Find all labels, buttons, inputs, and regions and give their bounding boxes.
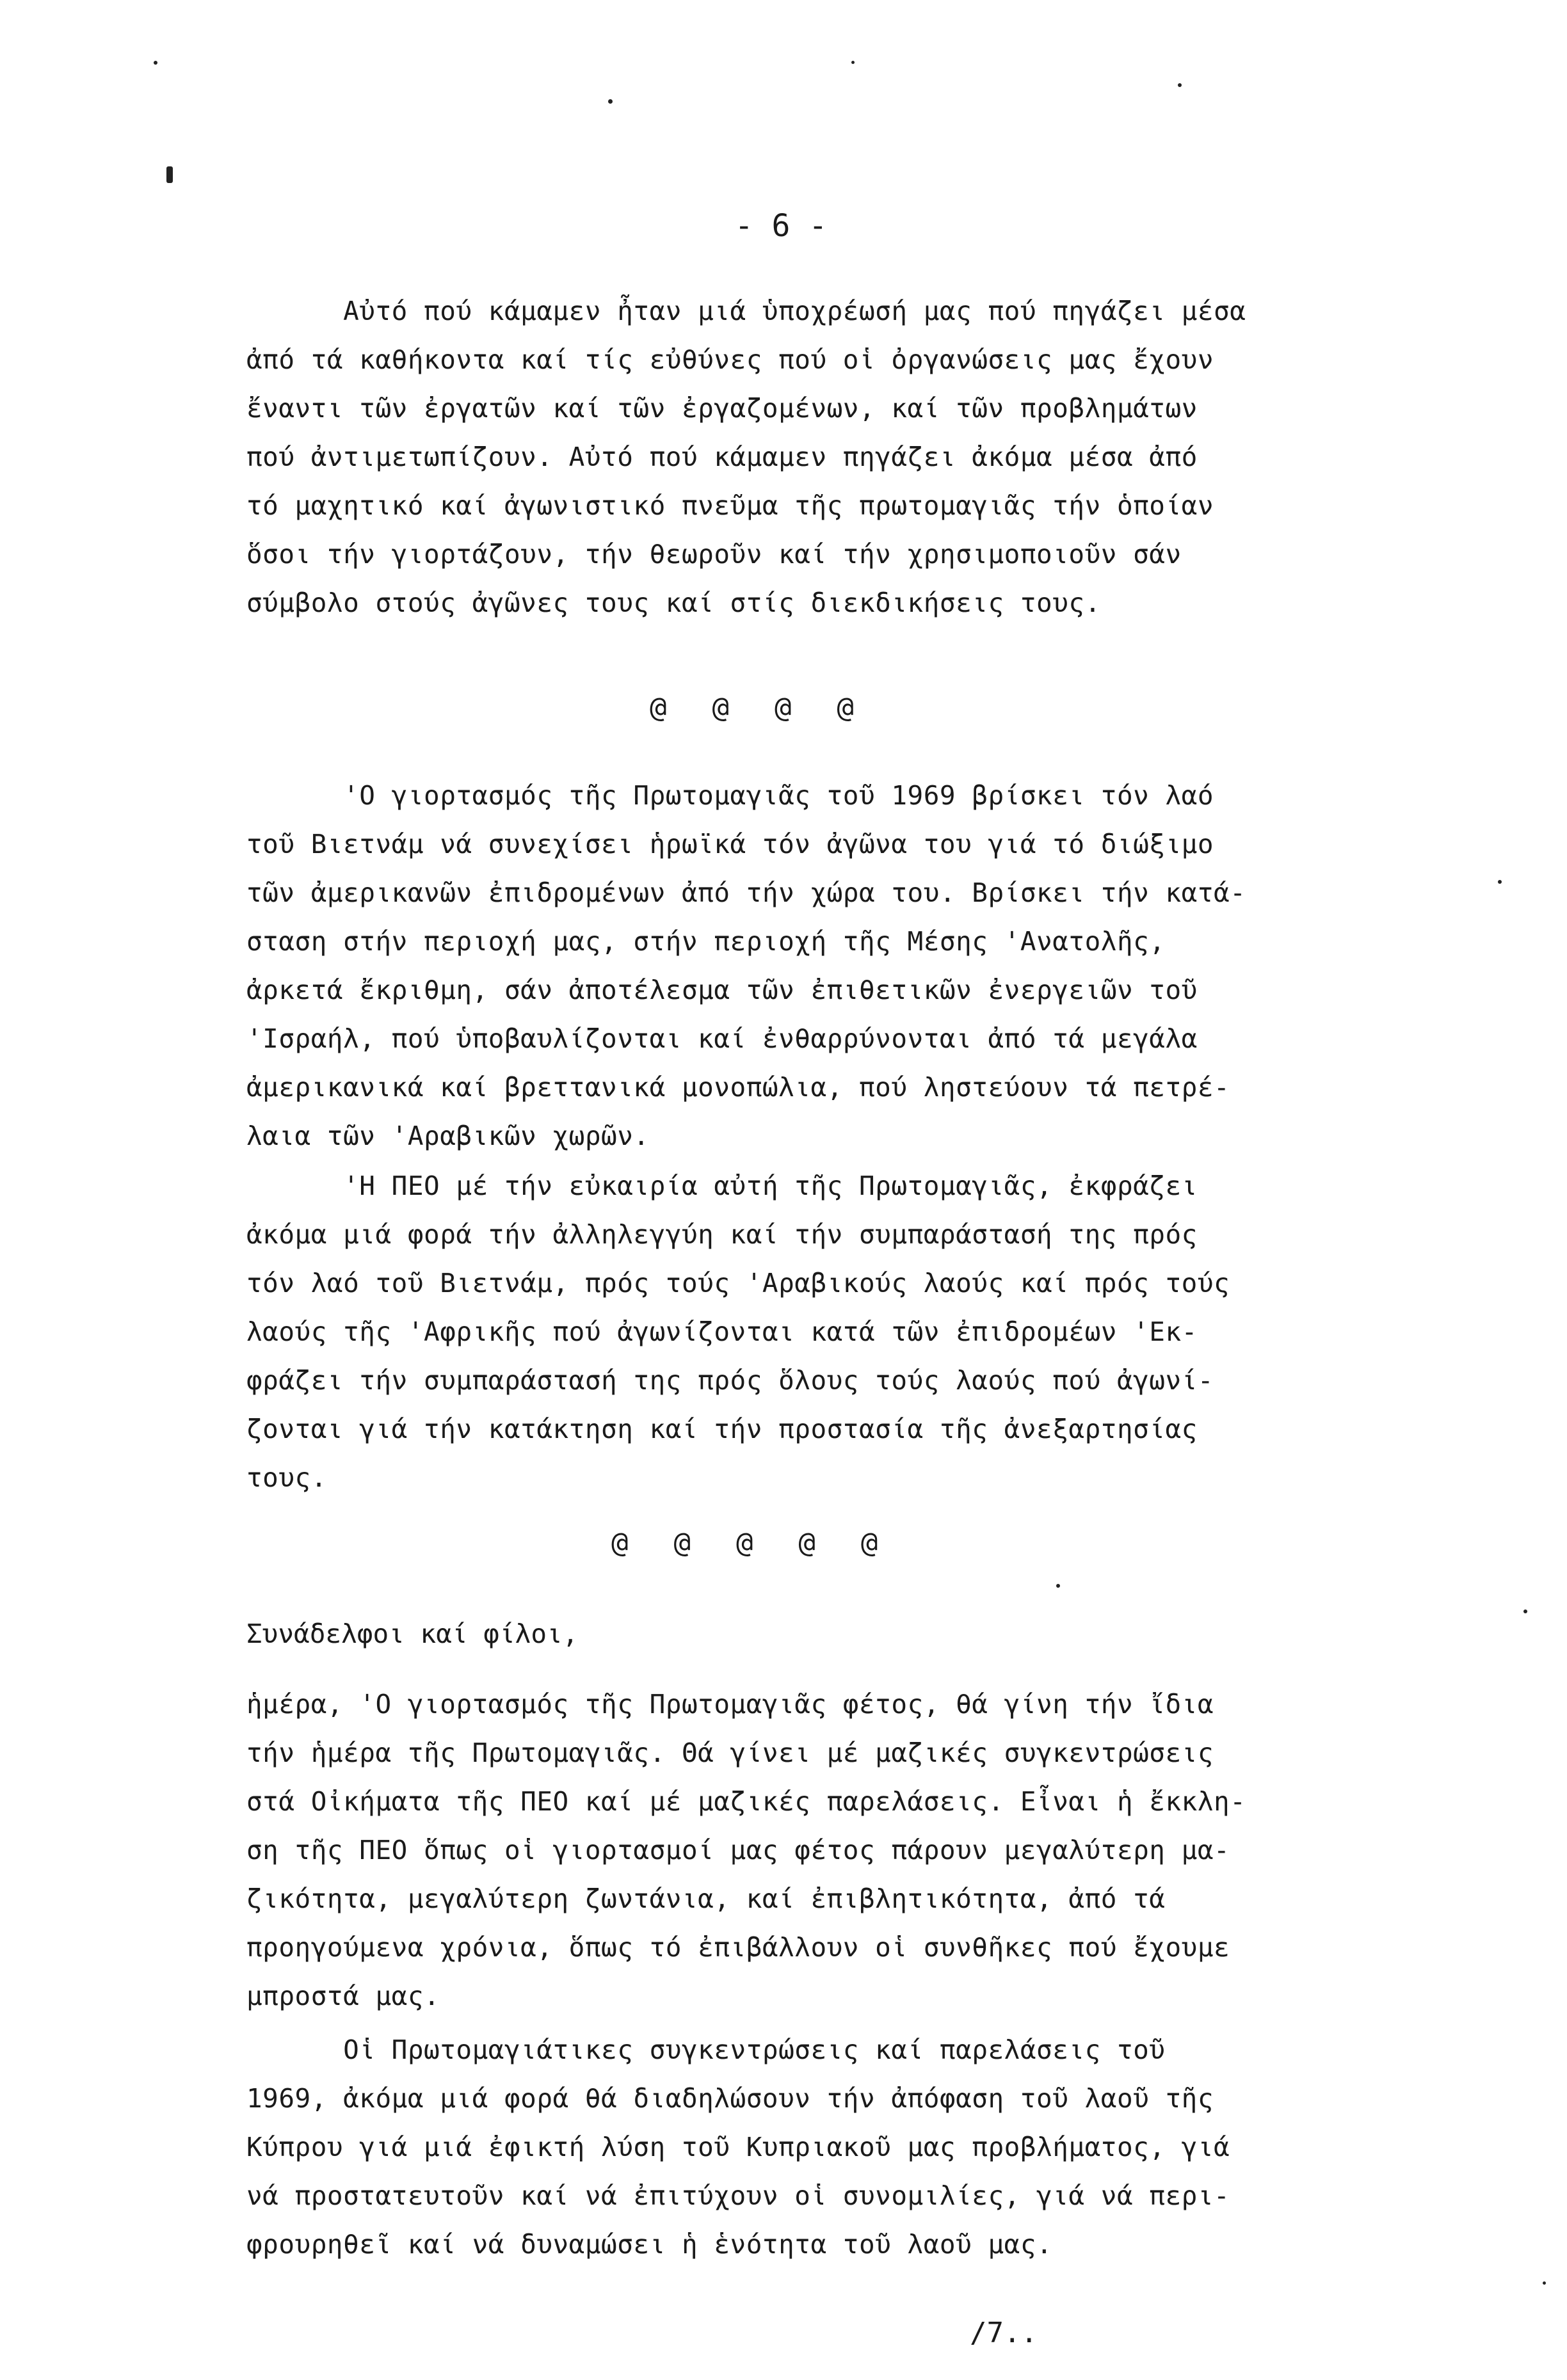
text-line: 'Ισραήλ, πού ὑποβαυλίζονται καί ἐνθαρρύνονται ἀπό τά μεγάλα	[246, 1023, 1198, 1054]
scan-speck	[851, 61, 855, 64]
scan-speck	[1056, 1584, 1060, 1588]
paragraph-4	[246, 1680, 1488, 2020]
text-line: τῶν ἀμερικανῶν ἐπιδρομένων ἀπό τήν χώρα του. Βρίσκει τήν κατά-	[246, 877, 1246, 908]
text-line: ἡμέρα, 'Ο γιορτασμός τῆς Πρωτομαγιᾶς φέτος, θά γίνη τήν ἴδια	[246, 1689, 1214, 1720]
section-separator: @ @ @ @	[650, 691, 858, 724]
paragraph-2	[246, 771, 1488, 1160]
text-line: μπροστά μας.	[246, 1981, 440, 2011]
continuation-marker: /7..	[970, 2317, 1038, 2349]
scan-speck	[608, 99, 613, 104]
text-line: λαούς τῆς 'Αφρικῆς πού ἀγωνίζονται κατά τῶν ἐπιδρομέων 'Εκ-	[246, 1316, 1198, 1347]
scan-speck	[1523, 1609, 1527, 1613]
text-line: ἀπό τά καθήκοντα καί τίς εὐθύνες πού οἱ ὀργανώσεις μας ἔχουν	[246, 344, 1214, 375]
scan-speck	[166, 166, 173, 183]
text-line: στά Οἰκήματα τῆς ΠΕΟ καί μέ μαζικές παρελάσεις. Εἶναι ἡ ἔκκλη-	[246, 1786, 1246, 1817]
text-line: Αὐτό πού κάμαμεν ἦταν μιά ὑποχρέωσή μας πού πηγάζει μέσα	[246, 296, 1246, 326]
text-line: Κύπρου γιά μιά ἐφικτή λύση τοῦ Κυπριακοῦ μας προβλήματος, γιά	[246, 2132, 1230, 2162]
text-line: ἀρκετά ἔκριθμη, σάν ἀποτέλεσμα τῶν ἐπιθετικῶν ἐνεργειῶν τοῦ	[246, 975, 1198, 1005]
text-line: φρουρηθεῖ καί νά δυναμώσει ἡ ἑνότητα τοῦ λαοῦ μας.	[246, 2229, 1053, 2260]
text-line: ἀμερικανικά καί βρεττανικά μονοπώλια, πού ληστεύουν τά πετρέ-	[246, 1072, 1230, 1103]
text-line: σταση στήν περιοχή μας, στήν περιοχή τῆς Μέσης 'Ανατολῆς,	[246, 926, 1166, 957]
scan-speck	[1178, 83, 1182, 87]
text-line: τους.	[246, 1462, 327, 1493]
text-line: φράζει τήν συμπαράστασή της πρός ὅλους τούς λαούς πού ἀγωνί-	[246, 1365, 1214, 1396]
text-line: 'Ο γιορτασμός τῆς Πρωτομαγιᾶς τοῦ 1969 βρίσκει τόν λαό	[246, 780, 1214, 811]
scan-speck	[154, 61, 157, 65]
text-line: ἀκόμα μιά φορά τήν ἀλληλεγγύη καί τήν συμπαράστασή της πρός	[246, 1219, 1198, 1250]
text-line: ζικότητα, μεγαλύτερη ζωντάνια, καί ἐπιβλητικότητα, ἀπό τά	[246, 1883, 1166, 1914]
text-line: νά προστατευτοῦν καί νά ἐπιτύχουν οἱ συνομιλίες, γιά νά περι-	[246, 2180, 1230, 2211]
text-line: ὅσοι τήν γιορτάζουν, τήν θεωροῦν καί τήν χρησιμοποιοῦν σάν	[246, 539, 1182, 570]
page-number: - 6 -	[734, 208, 828, 244]
paragraph-3	[246, 1162, 1488, 1502]
text-line: πού ἀντιμετωπίζουν. Αὐτό πού κάμαμεν πηγάζει ἀκόμα μέσα ἀπό	[246, 442, 1198, 472]
text-line: τοῦ Βιετνάμ νά συνεχίσει ἡρωϊκά τόν ἀγῶνα του γιά τό διώξιμο	[246, 829, 1214, 859]
text-line: τόν λαό τοῦ Βιετνάμ, πρός τούς 'Αραβικούς λαούς καί πρός τούς	[246, 1268, 1230, 1298]
text-line: τό μαχητικό καί ἀγωνιστικό πνεῦμα τῆς πρωτομαγιᾶς τήν ὁποίαν	[246, 490, 1214, 521]
paragraph-1	[246, 287, 1488, 627]
salutation: Συνάδελφοι καί φίλοι,	[246, 1618, 579, 1649]
text-line: Οἱ Πρωτομαγιάτικες συγκεντρώσεις καί παρελάσεις τοῦ	[246, 2034, 1166, 2065]
text-line: σύμβολο στούς ἀγῶνες τους καί στίς διεκδικήσεις τους.	[246, 587, 1101, 618]
text-line: ζονται γιά τήν κατάκτηση καί τήν προστασία τῆς ἀνεξαρτησίας	[246, 1414, 1198, 1444]
text-line: 'Η ΠΕΟ μέ τήν εὐκαιρία αὐτή τῆς Πρωτομαγιᾶς, ἐκφράζει	[246, 1170, 1198, 1201]
paragraph-5	[246, 2025, 1488, 2269]
text-line: ση τῆς ΠΕΟ ὅπως οἱ γιορτασμοί μας φέτος πάρουν μεγαλύτερη μα-	[246, 1835, 1230, 1865]
text-line: λαια τῶν 'Αραβικῶν χωρῶν.	[246, 1121, 650, 1151]
section-separator: @ @ @ @ @	[611, 1526, 882, 1559]
text-line: τήν ἡμέρα τῆς Πρωτομαγιᾶς. Θά γίνει μέ μαζικές συγκεντρώσεις	[246, 1737, 1214, 1768]
text-line: προηγούμενα χρόνια, ὅπως τό ἐπιβάλλουν οἱ συνθῆκες πού ἔχουμε	[246, 1932, 1230, 1963]
text-line: 1969, ἀκόμα μιά φορά θά διαδηλώσουν τήν ἀπόφαση τοῦ λαοῦ τῆς	[246, 2083, 1214, 2114]
scan-speck	[1543, 2281, 1546, 2285]
text-line: ἔναντι τῶν ἐργατῶν καί τῶν ἐργαζομένων, καί τῶν προβλημάτων	[246, 393, 1198, 424]
scan-speck	[1498, 880, 1502, 884]
